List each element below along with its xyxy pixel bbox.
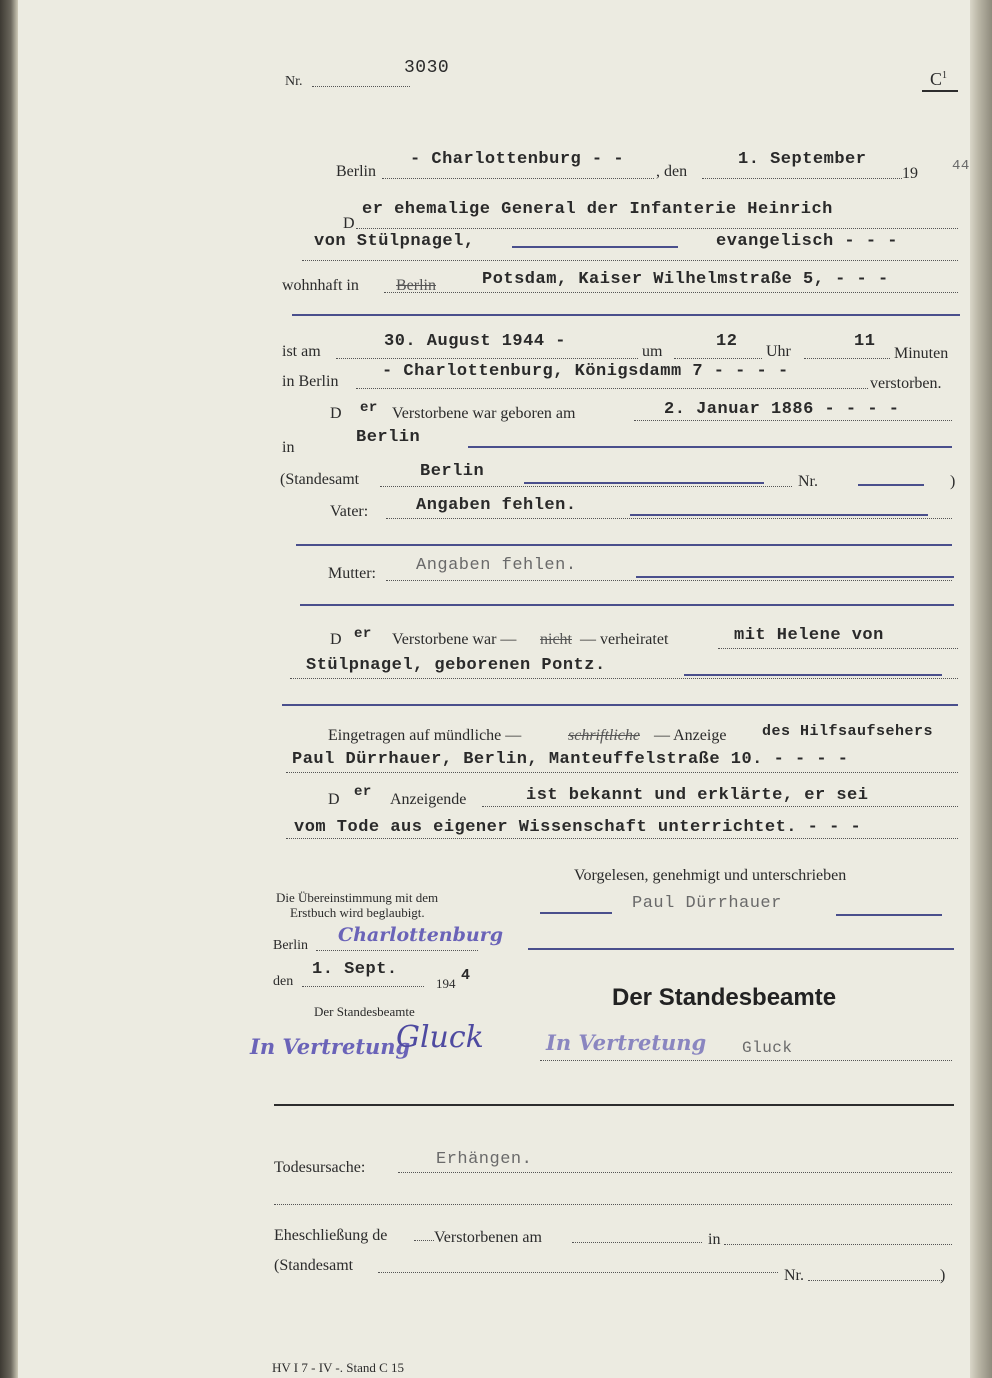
- spouse-dotline2: [290, 678, 958, 679]
- deceased-dotline2: [302, 260, 958, 261]
- mutter-dotline: [386, 580, 952, 581]
- um-label: um: [642, 343, 663, 360]
- section-divider: [274, 1104, 954, 1106]
- minute-dotline: [804, 358, 890, 359]
- cert-date-dotline: [302, 986, 424, 987]
- birthdate-dotline: [634, 420, 952, 421]
- ist-am-label: ist am: [282, 343, 321, 360]
- wohnhaft-struck: Berlin: [396, 277, 436, 294]
- deceased-name: von Stülpnagel,: [314, 232, 475, 251]
- birth-nr-underline: [858, 484, 924, 486]
- record-number: 3030: [404, 58, 450, 78]
- birth-d-fill: er: [360, 400, 378, 416]
- informant-sig-underline-c: [528, 948, 954, 950]
- mutter-value: Angaben fehlen.: [416, 556, 577, 575]
- standesamt-dotline: [380, 486, 792, 487]
- uhr-label: Uhr: [766, 343, 791, 360]
- ehe-place-dotline: [724, 1244, 952, 1245]
- cert-place-dotline: [316, 950, 478, 951]
- anzeigende-label: Anzeigende: [390, 791, 467, 808]
- cert-year: 4: [461, 967, 471, 984]
- uebereinstimmung-2: Erstbuch wird beglaubigt.: [290, 905, 425, 920]
- ehe-in-label: in: [708, 1231, 721, 1248]
- berlin-label: Berlin: [336, 163, 376, 180]
- verheiratet-label-b: — verheiratet: [580, 631, 669, 648]
- ehe-standesamt-dotline: [378, 1272, 778, 1273]
- death-hour: 12: [716, 332, 738, 351]
- vater-label: Vater:: [330, 503, 369, 520]
- cause-dotline2: [274, 1204, 952, 1205]
- mutter-underline2: [300, 604, 954, 606]
- year-value: 44: [952, 158, 970, 174]
- spouse-line1: mit Helene von: [734, 626, 884, 645]
- informant-line: Paul Dürrhauer, Berlin, Manteuffelstraße 10. - - - -: [292, 750, 849, 769]
- handwritten-signature: Gluck: [396, 1020, 484, 1055]
- ehe-date-dotline: [572, 1242, 702, 1243]
- spouse-underline: [684, 674, 942, 676]
- residence-underline: [292, 314, 960, 316]
- ehe-nr-dotline: [808, 1280, 942, 1281]
- birth-nr-label: Nr.: [798, 473, 818, 490]
- corner-code: $C^1$: [930, 69, 948, 89]
- standesamt-underline: [524, 482, 764, 484]
- small-standesbeamte: Der Standesbeamte: [314, 1004, 415, 1019]
- district-value: - Charlottenburg - -: [410, 150, 625, 169]
- geboren-label: Verstorbene war geboren am: [392, 405, 576, 422]
- informant-dotline: [286, 772, 958, 773]
- cause-dotline: [398, 1172, 952, 1173]
- registrar-name: Gluck: [742, 1039, 793, 1057]
- cert-den-label: den: [273, 974, 294, 989]
- eingetragen-label: Eingetragen auf mündliche —: [328, 727, 522, 744]
- cert-date: 1. Sept.: [312, 960, 398, 979]
- vorgelesen-label: Vorgelesen, genehmigt und unterschrieben: [574, 867, 847, 884]
- registrar-dotline: [540, 1060, 952, 1061]
- in-berlin-label: in Berlin: [282, 373, 339, 390]
- birth-close-paren: ): [950, 473, 956, 490]
- uebereinstimmung-1: Die Übereinstimmung mit dem: [276, 890, 439, 905]
- ehe-dotline-a: [414, 1240, 434, 1241]
- birthplace-underline: [468, 446, 952, 448]
- residence-dotline: [384, 292, 958, 293]
- date-dotline: [702, 178, 902, 179]
- hour-dotline: [674, 358, 762, 359]
- death-date: 30. August 1944 -: [384, 332, 566, 351]
- statement-dotline1: [482, 806, 958, 807]
- birth-in-label: in: [282, 439, 295, 456]
- anzeige-label: — Anzeige: [654, 727, 727, 744]
- cert-year-prefix: 194: [436, 976, 456, 991]
- verheiratet-label-a: Verstorbene war —: [392, 631, 517, 648]
- deceased-line1: er ehemalige General der Infanterie Heinrich: [362, 200, 833, 219]
- d-prefix: D: [343, 215, 355, 232]
- vater-underline2: [296, 544, 952, 546]
- deceased-dotline1: [356, 228, 958, 229]
- cert-berlin-label: Berlin: [273, 938, 308, 953]
- vertretung-stamp-right: In Vertretung: [546, 1030, 707, 1055]
- birth-standesamt: Berlin: [420, 462, 485, 481]
- registration-date: 1. September: [738, 150, 867, 169]
- spouse-underline2: [282, 704, 958, 706]
- ehe-label-b: Verstorbenen am: [434, 1229, 542, 1246]
- wohnhaft-label: wohnhaft in: [282, 277, 359, 294]
- book-binding: [0, 0, 18, 1378]
- spouse-dotline1: [718, 648, 958, 649]
- birth-date: 2. Januar 1886 - - - -: [664, 400, 900, 419]
- marriage-d-prefix: D: [330, 631, 342, 648]
- name-underline: [512, 246, 678, 248]
- form-code: HV I 7 - IV -. Stand C 15: [272, 1360, 405, 1375]
- informant-title: des Hilfsaufsehers: [762, 723, 934, 740]
- marriage-d-fill: er: [354, 626, 372, 642]
- informant-signature: Paul Dürrhauer: [632, 894, 782, 913]
- place-dotline: [382, 178, 654, 179]
- religion-value: evangelisch - - -: [716, 232, 898, 251]
- page-edge: [970, 0, 992, 1378]
- corner-underline: [922, 90, 958, 92]
- mutter-label: Mutter:: [328, 565, 376, 582]
- ehe-close-paren: ): [940, 1267, 946, 1284]
- den-label: , den: [656, 163, 688, 180]
- nr-dotline: [312, 86, 410, 87]
- todesursache-label: Todesursache:: [274, 1159, 366, 1176]
- nicht-struck: nicht: [540, 631, 572, 648]
- verstorben-label: verstorben.: [870, 375, 942, 392]
- statement-dotline2: [286, 838, 958, 839]
- district-stamp: Charlottenburg: [338, 924, 503, 946]
- anzeigende-d-fill: er: [354, 784, 372, 800]
- statement-line2: vom Tode aus eigener Wissenschaft unterrichtet. - - -: [294, 818, 862, 837]
- ehe-nr-label: Nr.: [784, 1267, 804, 1284]
- informant-sig-underline-b: [836, 914, 942, 916]
- minuten-label: Minuten: [894, 345, 949, 362]
- spouse-line2: Stülpnagel, geborenen Pontz.: [306, 656, 606, 675]
- vater-value: Angaben fehlen.: [416, 496, 577, 515]
- vertretung-stamp-left: In Vertretung: [250, 1034, 411, 1059]
- informant-sig-underline-a: [540, 912, 612, 914]
- ehe-standesamt-label: (Standesamt: [274, 1257, 354, 1274]
- death-place: - Charlottenburg, Königsdamm 7 - - - -: [382, 362, 789, 381]
- birth-place: Berlin: [356, 428, 421, 447]
- nr-label: Nr.: [285, 74, 303, 89]
- anzeigende-d-prefix: D: [328, 791, 340, 808]
- deathplace-dotline: [356, 388, 868, 389]
- cause-of-death: Erhängen.: [436, 1150, 533, 1169]
- mutter-underline: [636, 576, 954, 578]
- vater-dotline: [386, 518, 952, 519]
- standesamt-label: (Standesamt: [280, 471, 360, 488]
- standesbeamte-heading: Der Standesbeamte: [612, 984, 837, 1011]
- year-prefix: 19: [902, 165, 918, 182]
- ehe-label-a: Eheschließung de: [274, 1227, 388, 1244]
- schriftliche-struck: schriftliche: [568, 727, 640, 744]
- death-minute: 11: [854, 332, 876, 351]
- deathdate-dotline: [336, 358, 638, 359]
- residence-value: Potsdam, Kaiser Wilhelmstraße 5, - - -: [482, 270, 889, 289]
- vater-underline: [630, 514, 928, 516]
- statement-line1: ist bekannt und erklärte, er sei: [526, 786, 869, 805]
- birth-d-prefix: D: [330, 405, 342, 422]
